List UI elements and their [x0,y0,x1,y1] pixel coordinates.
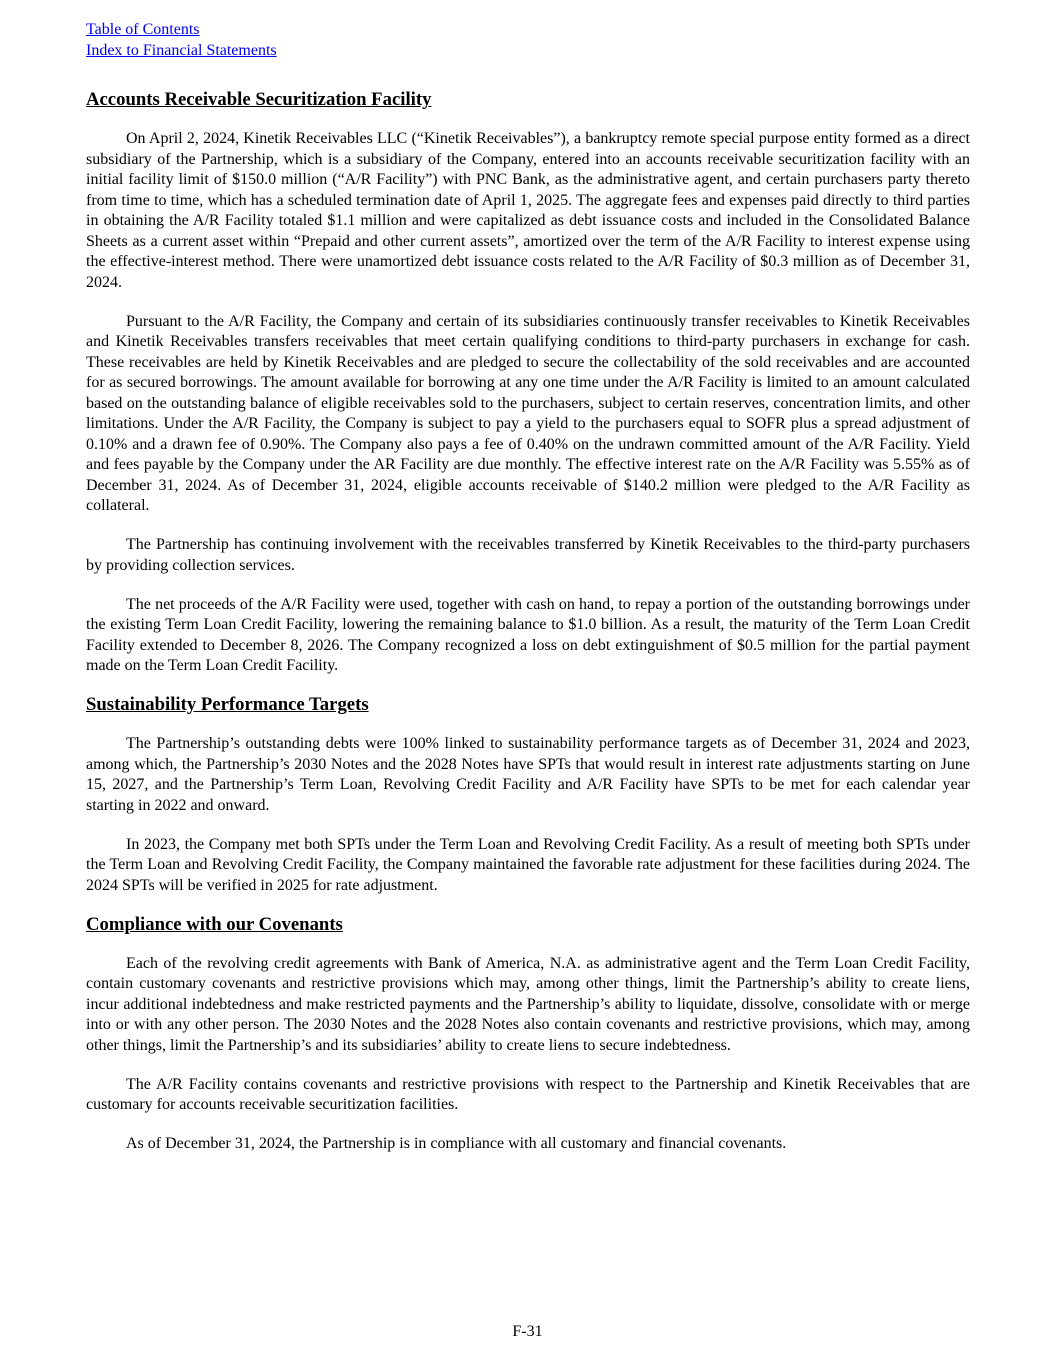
paragraph: Pursuant to the A/R Facility, the Company and certain of its subsidiaries continuously transfer receivables to Kinetik Receivables and Kinetik Receivables transfers receivables that meet certain qualifying conditions to third-party purchasers in exchange for cash. These receivables are held by Kinetik Receivables and are pledged to secure the collectability of the sold receivables and are accounted for as secured borrowings. The amount available for borrowing at any one time under the A/R Facility is limited to an amount calculated based on the outstanding balance of eligible receivables sold to the purchasers, subject to certain reserves, concentration limits, and other limitations. Under the A/R Facility, the Company is subject to pay a yield to the purchasers equal to SOFR plus a spread adjustment of 0.10% and a drawn fee of 0.90%. The Company also pays a fee of 0.40% on the undrawn committed amount of the A/R Facility. Yield and fees payable by the Company under the AR Facility are due monthly. The effective interest rate on the A/R Facility was 5.55% as of December 31, 2024. As of December 31, 2024, eligible accounts receivable of $140.2 million were pledged to the A/R Facility as collateral. [86,312,970,514]
spacer [86,61,970,90]
document-page [86,20,970,1155]
section-heading-covenants-compliance: Compliance with our Covenants [86,913,343,935]
index-to-financial-statements-link[interactable]: Index to Financial Statements [86,41,277,59]
paragraph: The net proceeds of the A/R Facility were used, together with cash on hand, to repay a portion of the outstanding borrowings under the existing Term Loan Credit Facility, lowering the remaining balance to $1.0 billion. As a result, the maturity of the Term Loan Credit Facility extended to December 8, 2026. The Company recognized a loss on debt extinguishment of $0.5 million for the partial payment made on the Term Loan Credit Facility. [86,595,970,674]
page-number: F-31 [512,1323,543,1340]
section-heading-ar-securitization: Accounts Receivable Securitization Facility [86,89,432,110]
paragraph: In 2023, the Company met both SPTs under the Term Loan and Revolving Credit Facility. As a result of meeting both SPTs under the Term Loan and Revolving Credit Facility, the Company maintained the favorable rate adjustment for these facilities during 2024. The 2024 SPTs will be verified in 2025 for rate adjustment. [86,835,970,894]
paragraph: The Partnership has continuing involvement with the receivables transferred by Kinetik Receivables to the third-party purchasers by providing collection services. [86,536,970,574]
paragraph: The Partnership’s outstanding debts were 100% linked to sustainability performance targets as of December 31, 2024 and 2023, among which, the Partnership’s 2030 Notes and the 2028 Notes have SPTs that would result in interest rate adjustments starting on June 15, 2027, and the Partnership’s Term Loan, Revolving Credit Facility and A/R Facility have SPTs to be met for each calendar year starting in 2022 and onward. [86,735,970,814]
section-heading-sustainability-targets: Sustainability Performance Targets [86,694,369,715]
paragraph: As of December 31, 2024, the Partnership is in compliance with all customary and financial covenants. [126,1135,787,1152]
paragraph: On April 2, 2024, Kinetik Receivables LLC (“Kinetik Receivables”), a bankruptcy remote special purpose entity formed as a direct subsidiary of the Partnership, which is a subsidiary of the Company, entered into an accounts receivable securitization facility with an initial facility limit of $150.0 million (“A/R Facility”) with PNC Bank, as the administrative agent, and certain purchasers party thereto from time to time, which has a scheduled termination date of April 1, 2025. The aggregate fees and expenses paid directly to third parties in obtaining the A/R Facility totaled $1.1 million and were capitalized as debt issuance costs and included in the Consolidated Balance Sheets as a current asset within “Prepaid and other current assets”, amortized over the term of the A/R Facility to interest expense using the effective-interest method. There were unamortized debt issuance costs related to the A/R Facility of $0.3 million as of December 31, 2024. [86,130,970,291]
table-of-contents-link[interactable]: Table of Contents [86,21,200,38]
paragraph: The A/R Facility contains covenants and restrictive provisions with respect to the Partnership and Kinetik Receivables that are customary for accounts receivable securitization facilities. [86,1075,970,1113]
paragraph: Each of the revolving credit agreements with Bank of America, N.A. as administrative agent and the Term Loan Credit Facility, contain customary covenants and restrictive provisions which may, among other things, limit the Partnership’s ability to create liens, incur additional indebtedness and make restricted payments and the Partnership’s ability to liquidate, dissolve, consolidate with or merge into or with any other person. The 2030 Notes and the 2028 Notes also contain covenants and restrictive provisions, which may, among other things, limit the Partnership’s and its subsidiaries’ ability to create liens to secure indebtedness. [86,954,970,1054]
